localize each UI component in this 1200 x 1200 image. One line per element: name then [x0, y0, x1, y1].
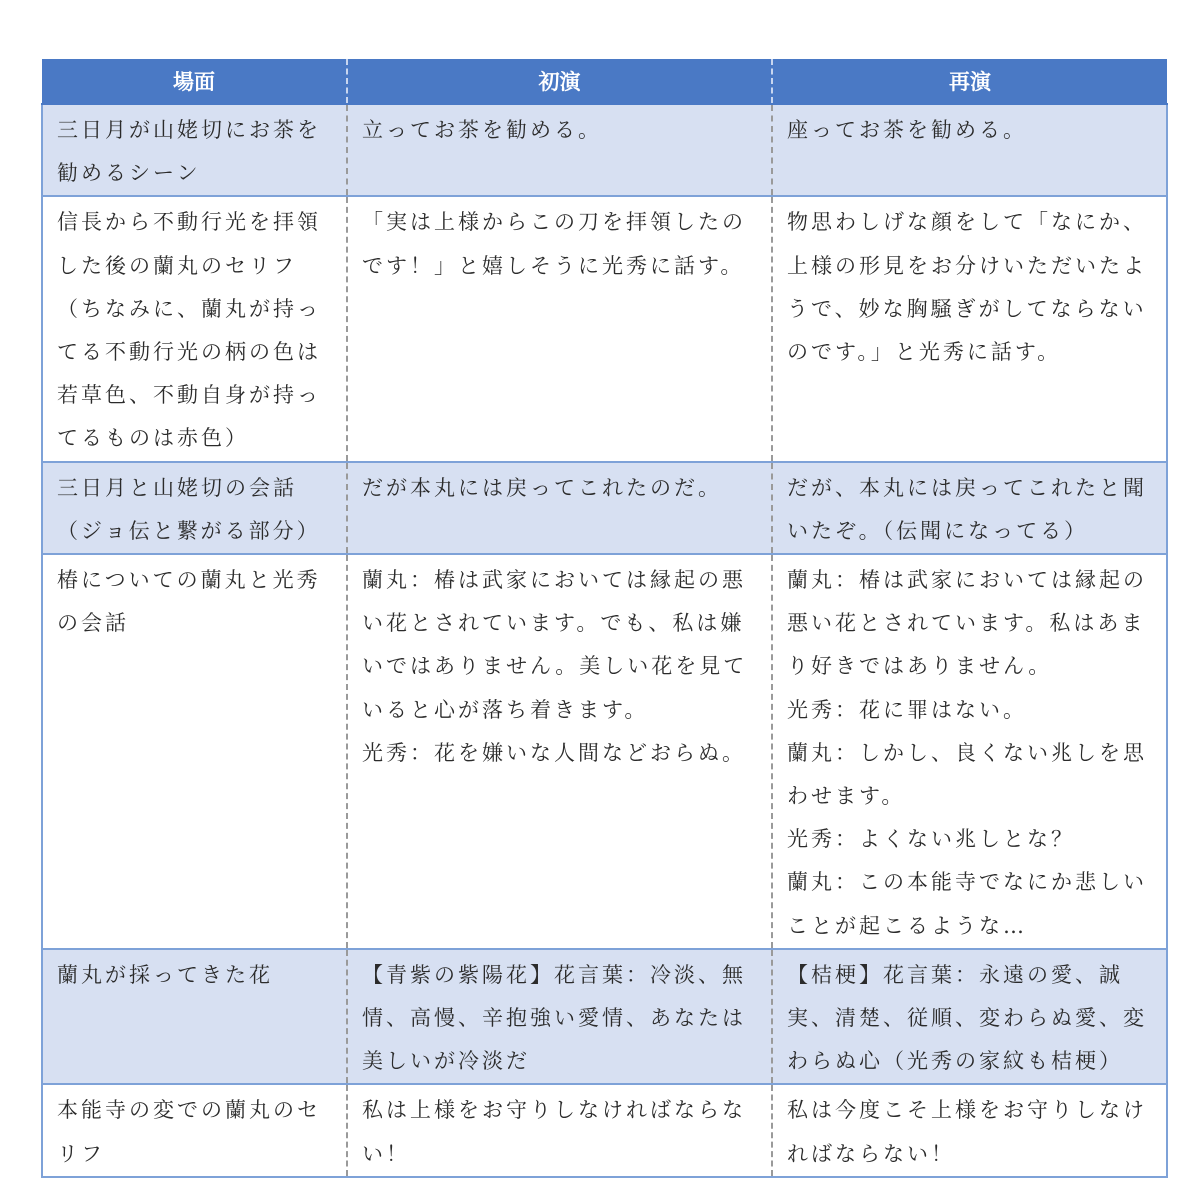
first-run-text: 「実は上様からこの刀を拝領したのです！」と嬉しそうに光秀に話す。: [362, 210, 746, 278]
rerun-text: 物思わしげな顔をして「なにか、上様の形見をお分けいただいたようで、妙な胸騒ぎがしてならないのです。」と光秀に話す。: [787, 210, 1147, 365]
rerun-cell: [772, 554, 1167, 949]
first-run-cell: [347, 949, 772, 1085]
first-run-text: 立ってお茶を勧める。: [362, 118, 602, 142]
scene-text: 信長から不動行光を拝領した後の蘭丸のセリフ（ちなみに、蘭丸が持ってる不動行光の柄の色は若草色、不動自身が持ってるものは赤色）: [57, 210, 321, 451]
rerun-text: だが、本丸には戻ってこれたと聞いたぞ。（伝聞になってる）: [787, 475, 1147, 543]
first-run-cell: [347, 196, 772, 461]
rerun-text: 光秀：よくない兆しとな？: [787, 827, 1075, 852]
rerun-text: 私は今度こそ上様をお守りしなければならない！: [787, 1098, 1147, 1166]
scene-text: 三日月が山姥切にお茶を勧めるシーン: [57, 118, 321, 186]
rerun-cell: [772, 196, 1167, 461]
rerun-cell: [772, 949, 1167, 1085]
first-run-cell: [347, 104, 772, 196]
rerun-cell: [772, 104, 1167, 196]
rerun-cell: [772, 462, 1167, 554]
scene-text: 本能寺の変での蘭丸のセリフ: [57, 1098, 321, 1166]
first-run-text: 【青紫の紫陽花】花言葉：冷淡、無情、高慢、辛抱強い愛情、あなたは美しいが冷淡だ: [362, 962, 746, 1074]
header-rerun: 再演: [772, 59, 1167, 104]
rerun-text: 蘭丸：しかし、良くない兆しを思わせます。: [787, 740, 1147, 809]
rerun-text: 【桔梗】花言葉：永遠の愛、誠実、清楚、従順、変わらぬ愛、変わらぬ心（光秀の家紋も桔梗）: [787, 962, 1147, 1074]
header-scene: 場面: [42, 59, 347, 104]
header-first-run: 初演: [347, 59, 772, 104]
rerun-text: 座ってお茶を勧める。: [787, 118, 1027, 142]
scene-cell: [42, 949, 347, 1085]
comparison-table: [41, 59, 1168, 1178]
table-row: [42, 196, 1167, 461]
scene-cell: [42, 1084, 347, 1176]
scene-cell: [42, 196, 347, 461]
first-run-text: 蘭丸：椿は武家においては縁起の悪い花とされています。でも、私は嫌いではありません。美しい花を見ていると心が落ち着きます。: [362, 568, 748, 722]
table-row: [42, 949, 1167, 1085]
rerun-text: 光秀：花に罪はない。: [787, 697, 1027, 722]
rerun-cell: [772, 1084, 1167, 1176]
table-row: [42, 462, 1167, 554]
table-row: [42, 1084, 1167, 1176]
first-run-cell: [347, 554, 772, 949]
scene-text: 三日月と山姥切の会話（ジョ伝と繋がる部分）: [57, 475, 321, 543]
scene-text: 椿についての蘭丸と光秀の会話: [57, 568, 321, 636]
table-row: [42, 554, 1167, 949]
scene-cell: [42, 462, 347, 554]
rerun-text: 蘭丸：椿は武家においては縁起の悪い花とされています。私はあまり好きではありません。: [787, 568, 1147, 679]
first-run-cell: [347, 1084, 772, 1176]
header-row: [42, 59, 1167, 104]
scene-text: 蘭丸が採ってきた花: [57, 962, 273, 987]
first-run-text: だが本丸には戻ってこれたのだ。: [362, 475, 722, 500]
first-run-cell: [347, 462, 772, 554]
scene-cell: [42, 104, 347, 196]
scene-cell: [42, 554, 347, 949]
rerun-text: 蘭丸：この本能寺でなにか悲しいことが起こるような…: [787, 870, 1147, 938]
table-row: [42, 104, 1167, 196]
first-run-text: 光秀：花を嫌いな人間などおらぬ。: [362, 740, 746, 765]
first-run-text: 私は上様をお守りしなければならない！: [362, 1098, 746, 1166]
